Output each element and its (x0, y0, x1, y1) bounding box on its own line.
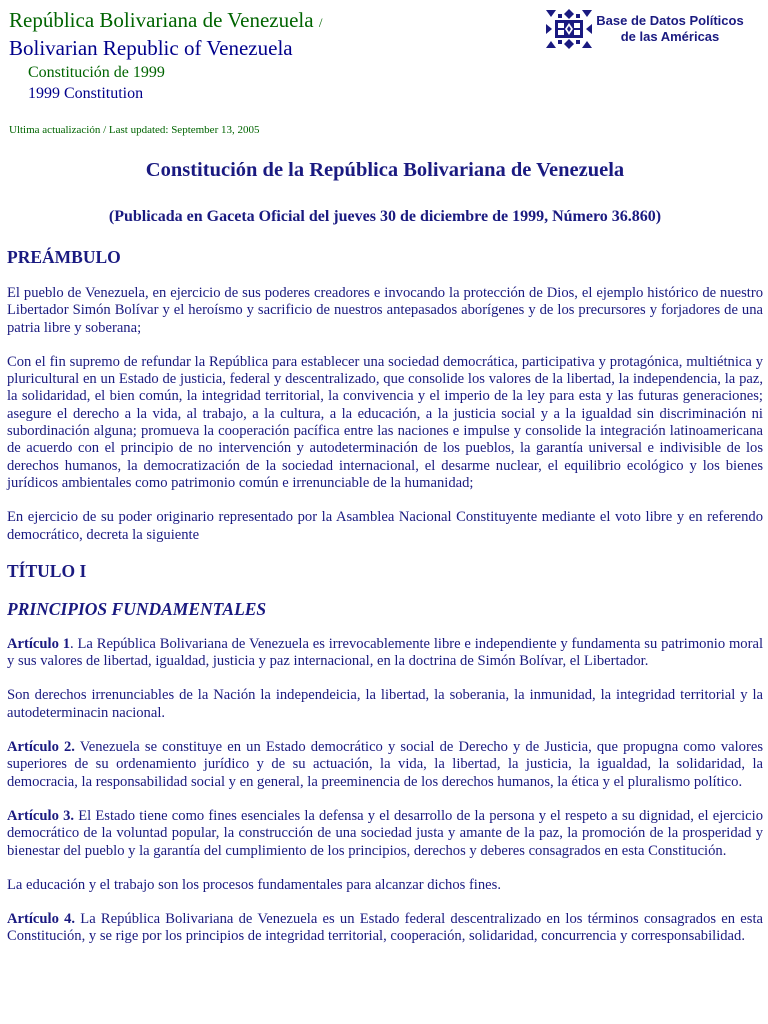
page-header (0, 0, 768, 136)
document-subtitle: (Publicada en Gaceta Oficial del jueves 30 de diciembre de 1999, Número 36.860) (108, 208, 662, 225)
language-separator: / (318, 15, 323, 30)
article-label: Artículo 2. (7, 739, 75, 756)
constitution-label-es: Constitución de 1999 (28, 64, 165, 81)
title-i-name: PRINCIPIOS FUNDAMENTALES (7, 598, 267, 619)
preamble-paragraph: En ejercicio de su poder originario representado por la Asamblea Nacional Constituyente mediante el voto libre y en referendo democrático, decreta la siguiente (7, 509, 763, 543)
last-updated: Ultima actualización / Last updated: September 13, 2005 (9, 124, 260, 136)
pdba-logo-line2: de las Américas (620, 29, 720, 44)
preamble-heading: PREÁMBULO (7, 247, 121, 267)
pdba-logo-text (596, 13, 744, 45)
article-paragraph (7, 687, 763, 722)
document-title: Constitución de la República Bolivariana de Venezuela (145, 159, 625, 181)
article-paragraph (7, 808, 763, 860)
article-paragraph (7, 636, 763, 671)
article-text: . La República Bolivariana de Venezuela es irrevocablemente libre e independiente y fundamenta su patrimonio moral y sus valores de libertad, igualdad, justicia y paz internacional, en la doctrina de Simón Bolívar, el Libertador. (7, 635, 763, 670)
pdba-logo[interactable] (544, 8, 744, 52)
article-text: La educación y el trabajo son los procesos fundamentales para alcanzar dichos fines. (7, 876, 501, 893)
preamble-paragraph: El pueblo de Venezuela, en ejercicio de sus poderes creadores e invocando la protección de Dios, el ejemplo histórico de nuestro Libertador Simón Bolívar y el heroísmo y sacrificio de nuestros antepasados aborígenes y de los precursores y forjadores de una patria libre y soberana; (7, 285, 763, 336)
article-text: La República Bolivariana de Venezuela es un Estado federal descentralizado en los términos consagrados en esta Constitución, y se rige por los principios de integridad territorial, cooperación, solidaridad, concurrencia y corresponsabilidad. (7, 911, 763, 945)
article-text: Venezuela se constituye en un Estado democrático y social de Derecho y de Justicia, que propugna como valores superiores de su ordenamiento jurídico y de su actuación, la vida, la libertad, la justicia, la igualdad, la solidaridad, la democracia, la responsabilidad social y en general, la preeminencia de los derechos humanos, la ética y el pluralismo político. (7, 739, 763, 790)
pdba-logo-line1: Base de Datos Políticos (596, 13, 744, 28)
country-name-es-text: República Bolivariana de Venezuela (9, 8, 314, 32)
article-text: El Estado tiene como fines esenciales la defensa y el desarrollo de la persona y el respeto a su dignidad, el ejercicio democrático de la voluntad popular, la construcción de una sociedad justa y amante de la paz, la promoción de la prosperidad y bienestar del pueblo y la garantía del cumplimiento de los principios, derechos y deberes consagrados en esta Constitución. (7, 807, 763, 859)
article-paragraph (7, 739, 763, 791)
pdba-logo-icon (544, 8, 594, 50)
article-text: Son derechos irrenunciables de la Nación la independeicia, la libertad, la soberania, la inmunidad, la integridad territorial y la autodeterminacin nacional. (7, 687, 763, 721)
article-paragraph (7, 877, 763, 894)
article-paragraph (7, 911, 763, 946)
article-label: Artículo 4. (7, 911, 76, 928)
preamble-paragraph: Con el fin supremo de refundar la República para establecer una sociedad democrática, participativa y protagónica, multiétnica y pluricultural en un Estado de justicia, federal y descentralizado, que consolide los valores de la libertad, la independencia, la paz, la solidaridad, el bien común, la integridad territorial, la convivencia y el imperio de la ley para esta y las futuras generaciones; asegure el derecho a la vida, al trabajo, a la cultura, a la educación, a la justicia social y a la igualdad sin discriminación ni subordinación alguna; promueva la cooperación pacífica entre las naciones e impulse y consolide la integración latinoamericana de acuerdo con el principio de no intervención y autodeterminación de los pueblos, la garantía universal e indivisible de los derechos humanos, la democratización de la sociedad internacional, el desarme nuclear, el equilibrio ecológico y los bienes jurídicos ambientales como patrimonio común e irrenunciable de la humanidad; (7, 353, 763, 491)
article-label: Artículo 1 (7, 635, 71, 652)
country-name-en: Bolivarian Republic of Venezuela (9, 36, 293, 60)
constitution-label-en: 1999 Constitution (28, 85, 144, 102)
article-label: Artículo 3. (7, 807, 75, 824)
title-i-heading: TÍTULO I (7, 560, 87, 581)
country-name-es (9, 10, 322, 31)
document-body (7, 152, 763, 946)
